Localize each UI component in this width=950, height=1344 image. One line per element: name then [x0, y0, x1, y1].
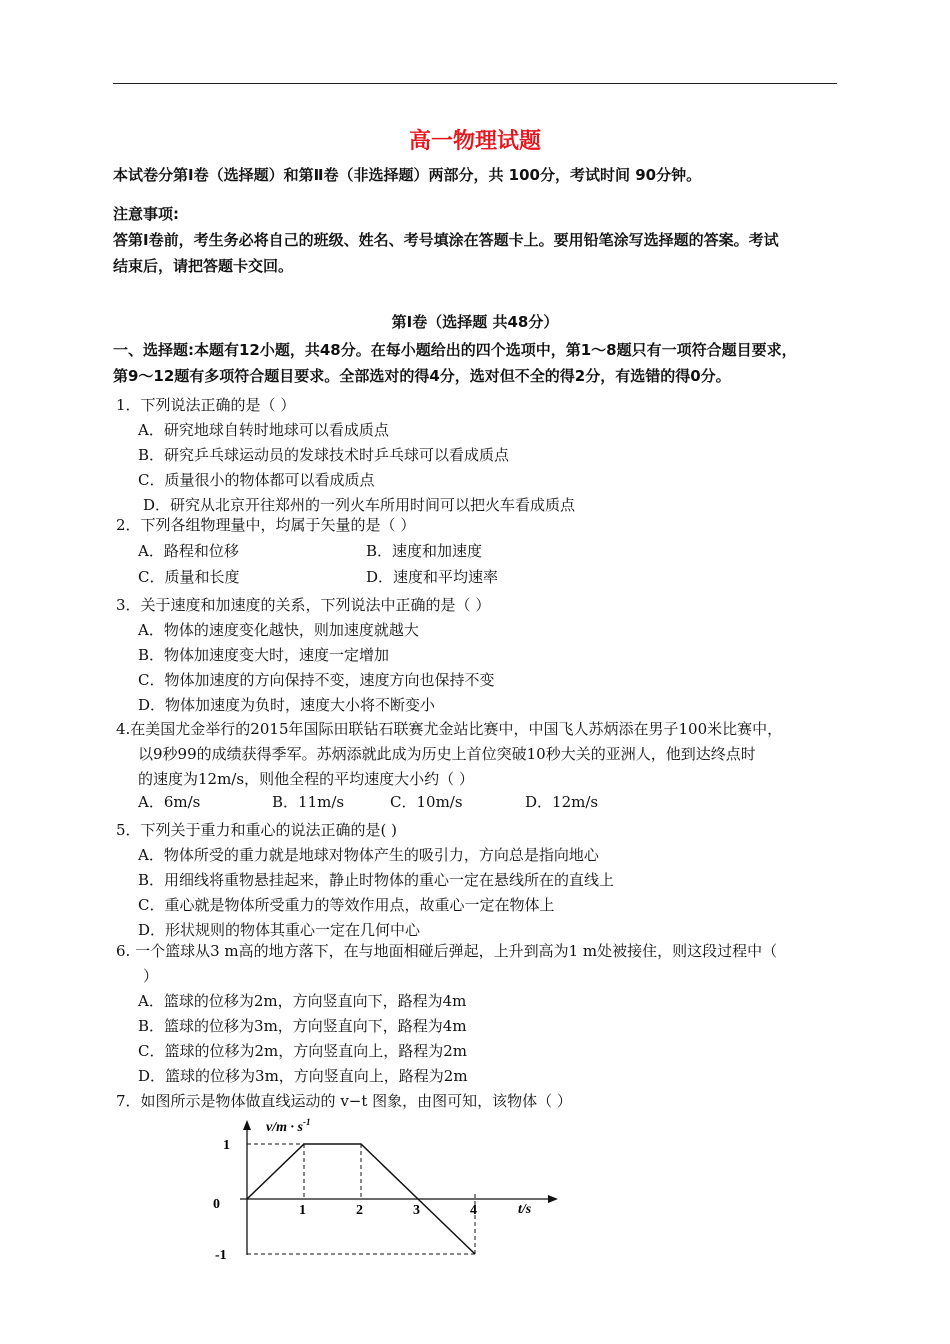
q6-option-b: B．篮球的位移为3m，方向竖直向下，路程为4m [138, 1017, 467, 1035]
q4-stem-line-2: 以9秒99的成绩获得季军。苏炳添就此成为历史上首位突破10秒大关的亚洲人，他到达终点时 [138, 745, 756, 763]
section-instruction-2: 第9～12题有多项符合题目要求。全部选对的得4分，选对但不全的得2分，有选错的得0分。 [113, 367, 731, 385]
q3-option-a: A．物体的速度变化越快，则加速度就越大 [138, 621, 419, 639]
section-title: 第Ⅰ卷（选择题 共48分） [391, 313, 559, 331]
q6-option-a: A．篮球的位移为2m，方向竖直向下，路程为4m [138, 992, 467, 1010]
q4-option-a: A．6m/s [138, 793, 201, 811]
q6-stem-line-2: ） [143, 967, 159, 985]
y-axis-arrow [243, 1120, 251, 1130]
q2-option-d: D．速度和平均速率 [366, 568, 499, 586]
q3-option-c: C．物体加速度的方向保持不变，速度方向也保持不变 [138, 671, 495, 689]
q2-option-a: A．路程和位移 [138, 542, 239, 560]
q3-stem: 3．关于速度和加速度的关系，下列说法中正确的是（ ） [116, 596, 491, 614]
q4-stem-line-1: 4.在美国尤金举行的2015年国际田联钻石联赛尤金站比赛中，中国飞人苏炳添在男子100米比赛中， [116, 720, 783, 738]
q1-option-b: B．研究乒乓球运动员的发球技术时乒乓球可以看成质点 [138, 446, 510, 464]
q1-stem: 1．下列说法正确的是（ ） [116, 396, 296, 414]
q6-option-d: D．篮球的位移为3m，方向竖直向上，路程为2m [138, 1067, 468, 1085]
section-instruction-1: 一、选择题:本题有12小题，共48分。在每小题给出的四个选项中，第1～8题只有一项符合题目要求， [113, 341, 797, 359]
page-title: 高一物理试题 [408, 129, 541, 154]
q1-option-a: A．研究地球自转时地球可以看成质点 [138, 421, 389, 439]
q4-option-c: C．10m/s [390, 793, 463, 811]
q5-option-a: A．物体所受的重力就是地球对物体产生的吸引力，方向总是指向地心 [138, 846, 599, 864]
q6-stem-line-1: 6. 一个篮球从3 m高的地方落下，在与地面相碰后弹起，上升到高为1 m处被接住，则这段过程中（ [116, 942, 778, 960]
q3-option-d: D．物体加速度为负时，速度大小将不断变小 [138, 696, 436, 714]
q4-option-b: B．11m/s [272, 793, 345, 811]
q1-option-d: D．研究从北京开往郑州的一列火车所用时间可以把火车看成质点 [143, 496, 576, 514]
y-tick-label-1: 1 [223, 1138, 230, 1153]
notice-line-2: 结束后，请把答题卡交回。 [113, 257, 294, 275]
x-axis-arrow [548, 1195, 558, 1203]
q5-stem: 5．下列关于重力和重心的说法正确的是( ) [116, 821, 398, 839]
q6-option-c: C．篮球的位移为2m，方向竖直向上，路程为2m [138, 1042, 468, 1060]
exam-intro: 本试卷分第Ⅰ卷（选择题）和第Ⅱ卷（非选择题）两部分，共 100分，考试时间 90分钟。 [113, 166, 702, 184]
q2-option-b: B．速度和加速度 [366, 542, 483, 560]
y-axis-label: $v/m \cdot s^{-1}$ [266, 1117, 311, 1135]
q1-option-c: C．质量很小的物体都可以看成质点 [138, 471, 375, 489]
q3-option-b: B．物体加速度变大时，速度一定增加 [138, 646, 390, 664]
header-rule [113, 83, 837, 84]
notice-heading: 注意事项: [113, 205, 179, 223]
q5-option-b: B．用细线将重物悬挂起来，静止时物体的重心一定在悬线所在的直线上 [138, 871, 615, 889]
y-tick-label-neg1: -1 [215, 1248, 227, 1263]
notice-line-1: 答第Ⅰ卷前，考生务必将自己的班级、姓名、考号填涂在答题卡上。要用铅笔涂写选择题的答案。考试 [113, 231, 779, 249]
q2-stem: 2．下列各组物理量中，均属于矢量的是（ ） [116, 516, 416, 534]
x-tick-label-1: 1 [299, 1203, 306, 1218]
q2-option-c: C．质量和长度 [138, 568, 240, 586]
q5-option-c: C．重心就是物体所受重力的等效作用点，故重心一定在物体上 [138, 896, 555, 914]
q4-stem-line-3: 的速度为12m/s，则他全程的平均速度大小约（ ） [138, 770, 474, 788]
origin-label: 0 [213, 1197, 220, 1212]
velocity-line [247, 1144, 475, 1254]
x-tick-label-3: 3 [413, 1203, 420, 1218]
x-tick-label-2: 2 [356, 1203, 363, 1218]
q4-option-d: D．12m/s [525, 793, 599, 811]
q7-stem: 7．如图所示是物体做直线运动的 v−t 图象，由图可知，该物体（ ） [116, 1092, 572, 1110]
x-tick-label-4: 4 [470, 1203, 477, 1218]
x-axis-label: t/s [518, 1202, 532, 1217]
q5-option-d: D．形状规则的物体其重心一定在几何中心 [138, 921, 421, 939]
